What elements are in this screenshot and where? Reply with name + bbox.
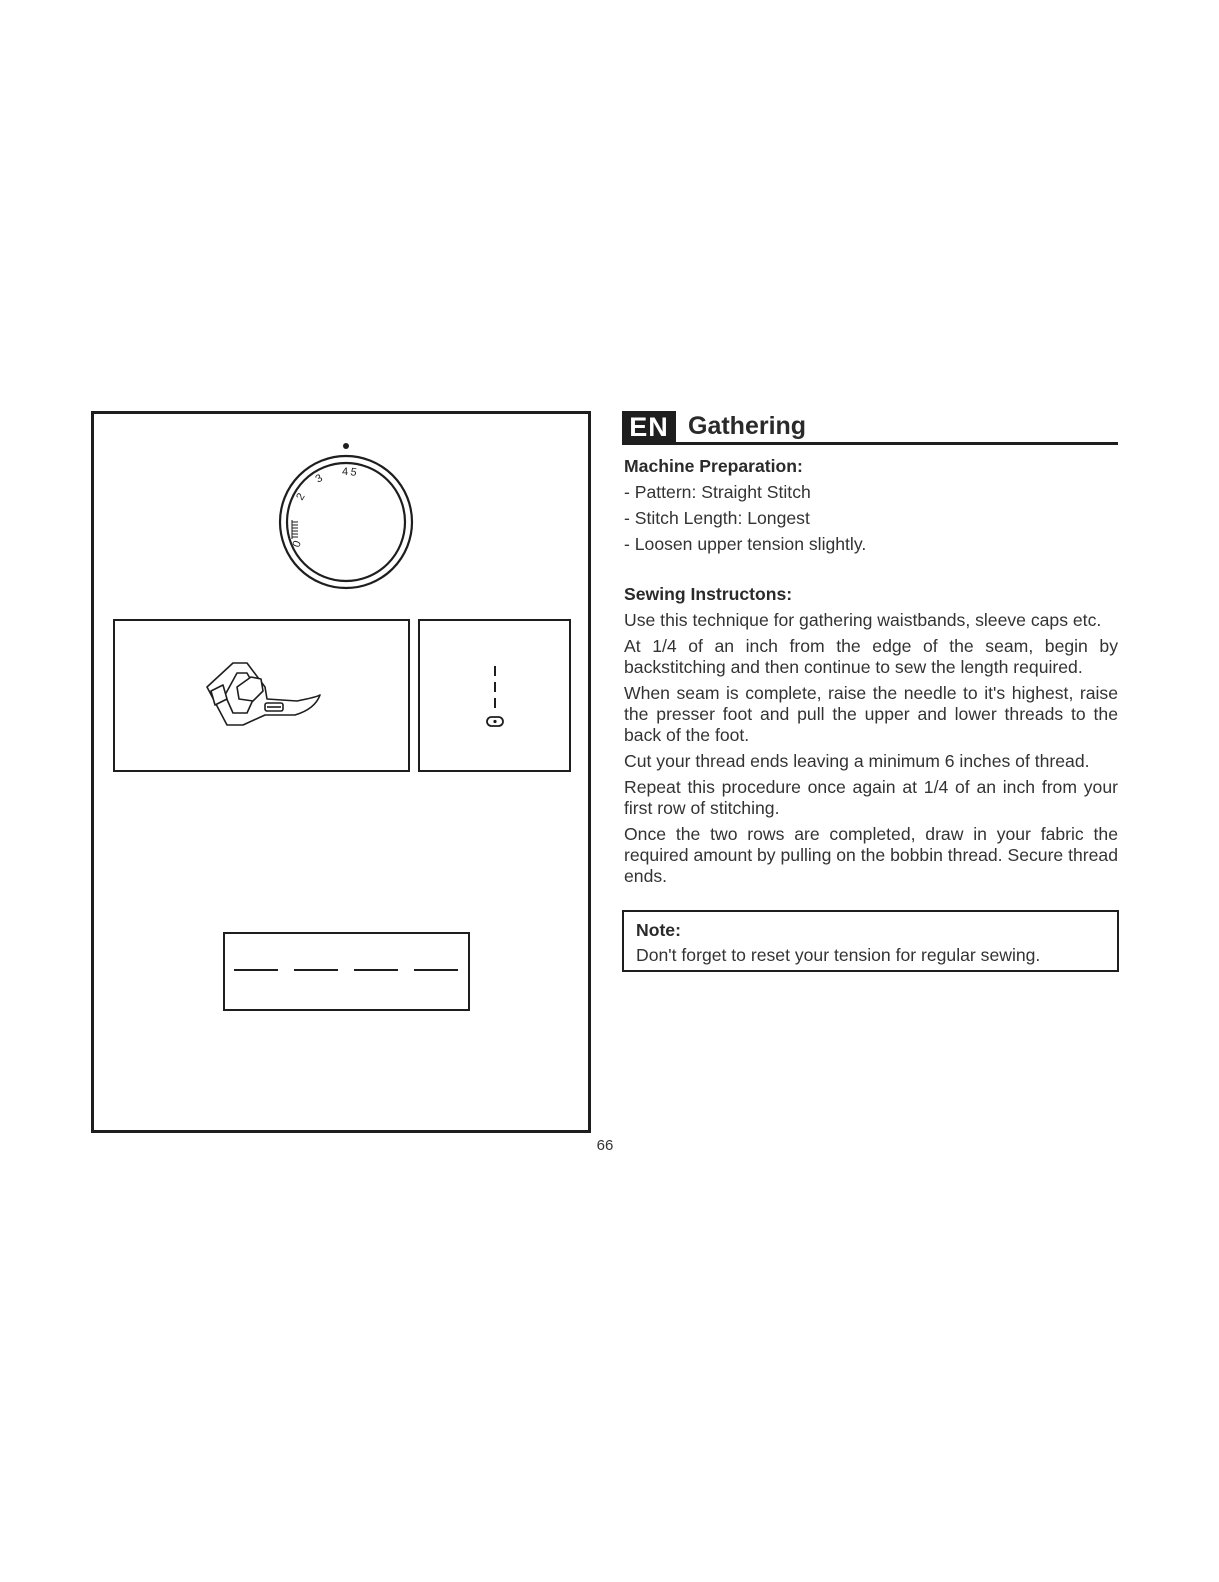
dial-label: 4 [342,466,349,478]
presser-foot-panel [113,619,410,772]
machine-preparation-heading: Machine Preparation: [624,456,803,476]
dial-inner-ring [287,463,405,581]
dial-fine-marks [292,520,298,539]
instruction-paragraph: At 1/4 of an inch from the edge of the seam, begin by backstitching and then continue to sew the length required. [624,636,1118,677]
language-badge: EN [622,411,676,442]
dial-label: 3 [313,472,325,486]
list-item: - Stitch Length: Longest [624,508,810,528]
long-stitch-sample-icon [225,934,468,1009]
page-title: Gathering [688,412,807,440]
presser-foot-icon [115,621,408,770]
note-title: Note: [636,920,681,940]
instruction-paragraph: Once the two rows are completed, draw in your fabric the required amount by pulling on the bobbin thread. Secure thread ends. [624,824,1118,886]
stitch-pattern-panel [418,619,571,772]
dial-indicator-dot [343,443,349,449]
section-header [622,411,1118,445]
stitch-length-dial [94,414,588,614]
stitch-sample-panel [223,932,470,1011]
straight-stitch-icon [420,621,569,770]
machine-preparation-section [624,456,1118,560]
list-item: - Loosen upper tension slightly. [624,534,867,554]
list-item: - Pattern: Straight Stitch [624,482,811,502]
instruction-paragraph: Use this technique for gathering waistbands, sleeve caps etc. [624,610,1102,630]
note-text: Don't forget to reset your tension for regular sewing. [636,945,1041,965]
note-box [622,910,1119,972]
instruction-paragraph: When seam is complete, raise the needle to it's highest, raise the presser foot and pull the upper and lower threads to the back of the foot. [624,683,1118,745]
instruction-paragraph: Repeat this procedure once again at 1/4 of an inch from your first row of stitching. [624,777,1118,818]
dial-label: 5 [349,466,358,480]
dial-label: 2 [294,491,308,503]
sewing-instructions-heading: Sewing Instructons: [624,584,793,604]
illustration-frame [91,411,591,1133]
sewing-instructions-section [624,584,1118,892]
dial-label: 0 [290,539,304,550]
instruction-paragraph: Cut your thread ends leaving a minimum 6 inches of thread. [624,751,1090,771]
page-number: 66 [596,1137,614,1154]
